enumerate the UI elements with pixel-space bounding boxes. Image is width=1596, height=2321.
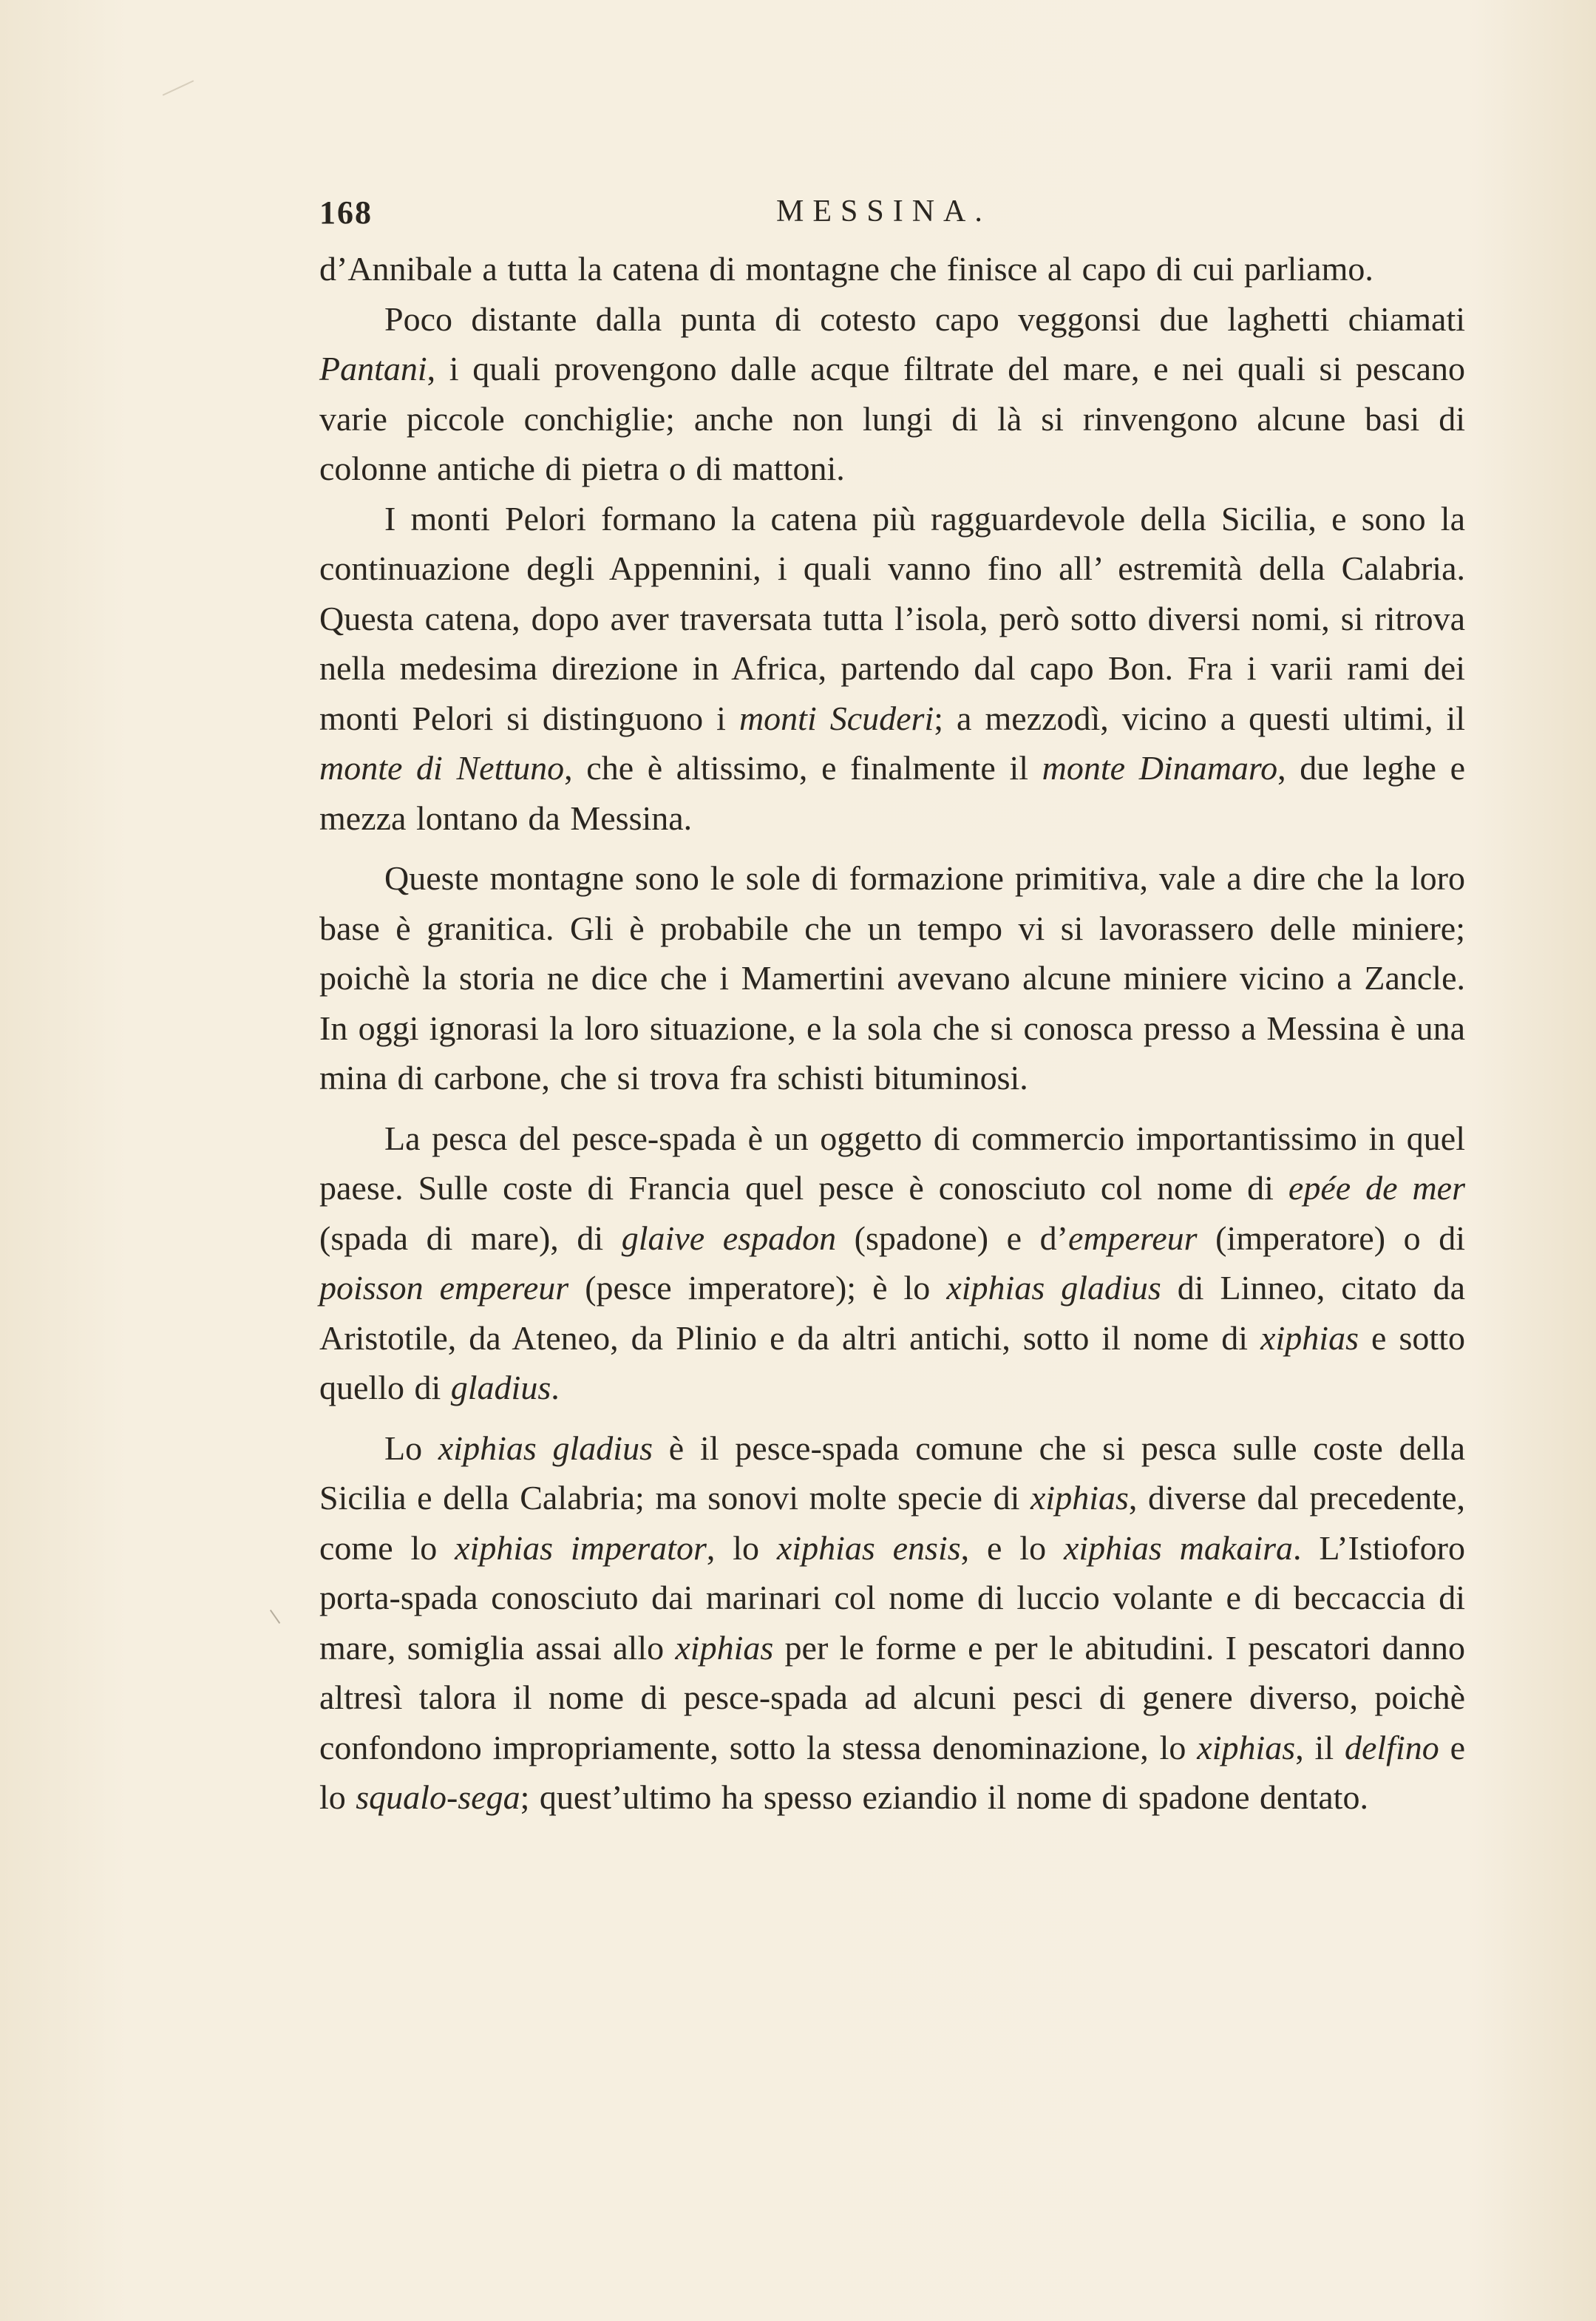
italic-run: glaive espadon [621,1219,837,1257]
page-smudge [163,80,194,95]
text-run: di Linneo, citato da Aristotile, da Ateneo, da Plinio e da altri antichi, sotto il nome di [319,1269,1466,1357]
text-run: ; quest’ultimo ha spesso eziandio il nome di spadone dentato. [520,1778,1368,1816]
text-run: La pesca del pesce-spada è un oggetto di commercio importantissimo in quel paese. Sulle coste di Francia quel pesce è conosciuto col nome di [319,1119,1465,1207]
text-run: I monti Pelori formano la catena più ragguardevole della Sicilia, e sono la continuazione degli Appennini, i quali vanno fino all’ estremità della Calabria. Questa catena, dopo aver traversata tutta l’isola, però sotto diversi nomi, si ritrova nella medesima direzione in Africa, partendo dal capo Bon. Fra i varii rami dei monti Pelori si distinguono i [319,499,1465,737]
italic-run: monti Scuderi [738,699,934,737]
italic-run: squalo-sega [356,1778,520,1816]
italic-run: epée de mer [1288,1169,1465,1207]
body-text [319,244,1465,1823]
page-header [319,194,1465,238]
text-run: , due leghe e mezza lontano da Messina. [319,749,1466,837]
text-run: . L’Istioforo porta-spada conosciuto dai marinari col nome di luccio volante e di beccaccia di mare, somiglia assai allo [319,1528,1465,1667]
text-run: (spada di mare), di [319,1219,622,1257]
paragraph [319,244,1465,294]
text-run: per le forme e per le abitudini. I pescatori danno altresì talora il nome di pesce-spada ad alcuni pesci di genere diverso, poichè confondono impropriamente, sotto la stessa denominazione, lo [319,1628,1465,1766]
text-run: d’Annibale a tutta la catena di montagne che finisce al capo di cui parliamo. [319,250,1373,288]
italic-run: xiphias [1260,1318,1359,1357]
italic-run: xiphias ensis [776,1528,961,1567]
italic-run: poisson empereur [319,1269,569,1307]
text-run: , e lo [960,1528,1064,1567]
italic-run: xiphias [1197,1728,1296,1766]
text-run: e lo [319,1728,1466,1816]
text-run: . [551,1369,560,1406]
text-run: Lo [384,1429,438,1467]
italic-run: delfino [1344,1728,1439,1766]
text-run: , i quali provengono dalle acque filtrate del mare, e nei quali si pescano varie piccole conchiglie; anche non lungi di là si rinvengono alcune basi di colonne antiche di pietra o di mattoni. [319,350,1465,487]
text-run: , diverse dal precedente, come lo [319,1479,1466,1567]
paragraph [319,494,1465,844]
paragraph [319,294,1465,494]
italic-run: xiphias makaira [1063,1528,1293,1567]
page-number: 168 [319,194,373,231]
paragraph [319,853,1465,1103]
italic-run: xiphias [1030,1479,1129,1517]
paragraph [319,1423,1465,1823]
italic-run: Pantani [319,350,427,387]
margin-mark [270,1605,288,1624]
italic-run: monte Dinamaro [1042,749,1278,787]
italic-run: monte di Nettuno [319,749,565,787]
italic-run: empereur [1067,1219,1198,1257]
text-run: (spadone) e d’ [836,1219,1068,1257]
text-run: , il [1295,1728,1345,1766]
text-run: , lo [706,1528,777,1567]
text-run: ; a mezzodì, vicino a questi ultimi, il [934,699,1466,737]
text-run: Queste montagne sono le sole di formazione primitiva, vale a dire che la loro base è granitica. Gli è probabile che un tempo vi si lavorassero delle miniere; poichè la storia ne dice che i Mamertini avevano alcune miniere vicino a Zancle. In oggi ignorasi la loro situazione, e la sola che si conosca presso a Messina è una mina di carbone, che si trova fra schisti bituminosi. [319,859,1465,1097]
text-run: (pesce imperatore); è lo [568,1269,947,1307]
text-run: e sotto quello di [319,1318,1465,1406]
text-run: è il pesce-spada comune che si pesca sulle coste della Sicilia e della Calabria; ma sonovi molte specie di [319,1429,1465,1517]
italic-run: xiphias gladius [946,1269,1161,1307]
running-head: MESSINA. [776,194,991,228]
text-run: (imperatore) o di [1197,1219,1465,1257]
paragraph [319,1114,1465,1413]
italic-run: xiphias gladius [438,1429,653,1467]
italic-run: gladius [450,1369,551,1406]
text-run: , che è altissimo, e finalmente il [564,749,1042,787]
text-run: Poco distante dalla punta di cotesto capo veggonsi due laghetti chiamati [384,299,1465,338]
italic-run: xiphias [675,1628,774,1667]
italic-run: xiphias imperator [455,1528,707,1567]
